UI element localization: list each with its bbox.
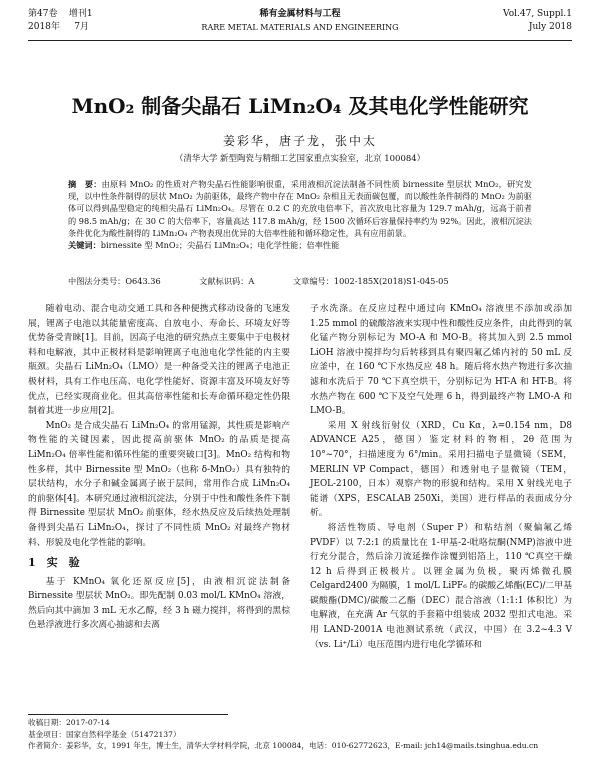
affiliation: （清华大学 新型陶瓷与精细工艺国家重点实验室，北京 100084） [174,154,426,164]
issue: 增刊1 [68,9,93,19]
article-meta [68,275,532,287]
paper-title: MnO₂ 制备尖晶石 LiMn₂O₄ 及其电化学性能研究 [71,94,529,118]
footnote-rule [28,714,228,715]
journal-name-cn: 稀有金属材料与工程 [259,9,341,19]
header-rule [28,40,572,41]
abstract-text: 由原料 MnO₂ 的性质对产物尖晶石性能影响很重，采用液相沉淀法制备不同性质 birnessite 型层状 MnO₂，研究发现，以中性条件制得的层状 MnO₂ 为前驱体，最终产物中存在 MnO₂ 杂相且无表面碳包覆，而以酸性条件制得的 MnO₂ 为前驱体可以得到晶型稳定的纯相尖晶石 LiMn₂O₄。尽管在 0.2 C 的充放电倍率下，首次放电比容量为 129.7 mAh/g，远高于前者的 98.5 mAh/g；在 30 C 的大倍率下，容量高达 117.8 mAh/g，经 1500 次循环后容量保持率约为 92%。因此，液相沉淀法条件优化为酸性制得的 LiMn₂O₄ 产物表现出优异的大倍率性能和循环稳定性，具有应用前景。 [68,179,532,238]
footnote [28,717,572,752]
clc-number: 中图法分类号：O643.36 [68,276,161,286]
electrode-paragraph: 将活性物质、导电剂（Super P）和粘结剂（聚偏氟乙烯 PVDF）以 7:2:1 的质量比在 1-甲基-2-吡咯烷酮(NMP)溶液中进行充分混合，然后涂刀流延操作涂覆到铝箔上，110 ℃真空干燥 12 h 后得到正极极片。以锂金属为负极，聚丙烯微孔膜 Celgard2400 为隔膜，1 mol/L LiPF₆ 的碳酸乙烯酯(EC)/二甲基碳酸酯(DMC)/碳酸二乙酯（DEC）混合溶液（1:1:1 体积比）为电解液，在充满 Ar 气氛的手套箱中组装成 2032 型扣式电池。采用 LAND-2001A 电池测试系统（武汉，中国）在 3.2~4.3 V（vs. Li⁺/Li）电压范围内进行电化学循环和 [310,522,572,650]
intro-paragraph-2: MnO₂ 是合成尖晶石 LiMn₂O₄ 的常用锰源，其性质是影响产物性能的关键因素，因此提高前驱体 MnO₂ 的品质是提高 LiMn₂O₄ 倍率性能和循环性能的重要突破口[3]。MnO₂ 结构和物性多样，其中 Birnessite 型 MnO₂（也称 δ-MnO₂）具有独特的层状结构，水分子和碱金属离子嵌于层间，常用作合成 LiMn₂O₄ 的前驱体[4]。本研究通过液相沉淀法，分别于中性和酸性条件下制得 Birnessite 型层状 MnO₂ 前驱体，经水热反应及后续热处理制备得到尖晶石 LiMn₂O₄，探讨了不同性质 MnO₂ 对最终产物材料、形貌及电化学性能的影响。 [28,420,290,548]
header-center [28,8,572,34]
month: 7月 [74,22,89,32]
volume-en: Vol.47, Suppl.1 [503,9,572,19]
keywords-text: birnessite 型 MnO₂；尖晶石 LiMn₂O₄；电化学性能；倍率性能 [100,240,340,251]
abstract-label: 摘 要： [68,179,102,189]
experiment-paragraph-cont: 子水洗涤。在反应过程中通过向 KMnO₄ 溶液里不添加或添加 1.25 mmol 的硫酸溶液来实现中性和酸性反应条件，由此得到的氧化锰产物分别标记为 MO-A 和 MO-B。将其加入到 2.5 mmol LiOH 溶液中搅拌均匀后转移到具有聚四氟乙烯内衬的 50 mL 反应釜中，在 160 ℃下水热反应 48 h。随后将水热产物进行多次抽滤和水洗后于 70 ℃下真空烘干，分别标记为 HT-A 和 HT-B。将水热产物在 600 ℃下及空气处理 6 h，得到最终产物 LMO-A 和 LMO-B。 [310,304,572,417]
keywords-label: 关键词： [68,240,101,251]
running-header [28,8,572,38]
right-column [310,302,572,652]
characterization-paragraph: 采用 X 射线衍射仪（XRD，Cu Kα，λ=0.154 nm，D8 ADVANCE A25，德国）鉴定材料的物相，2θ 范围为 10°~70°，扫描速度为 6°/min。采用扫描电子显微镜（SEM，MERLIN VP Compact，德国）和透射电子显微镜（TEM，JEOL-2100，日本）观察产物的形貌和结构。采用 X 射线光电子能谱（XPS，ESCALAB 250Xi，美国）进行样品的表面成分分析。 [310,420,572,519]
journal-name-en: RARE METAL MATERIALS AND ENGINEERING [201,23,399,32]
fund-info: 基金项目：国家自然科学基金（51472137） [28,729,181,739]
year: 2018年 [28,22,60,32]
section-heading-experiment: 1 实 验 [28,556,80,570]
experiment-paragraph-1: 基于 KMnO₄ 氧化还原反应[5]，由液相沉淀法制备 Birnessite 型层状 MnO₂。即先配制 0.03 mol/L KMnO₄ 溶液，然后向其中滴加 3 mL 无水乙醇，经 3 h 磁力搅拌，将得到的黑棕色悬浮液进行多次离心抽滤和去离 [28,576,290,631]
author-bio: 作者简介：姜彩华，女，1991 年生，博士生，清华大学材料学院，北京 100084，电话：010-62772623，E-mail: jch14@mails.tsinghua.edu.cn [28,741,539,750]
article-id: 文章编号：1002-185X(2018)S1-045-05 [292,276,449,286]
abstract [68,178,532,251]
header-right [503,8,572,34]
intro-paragraph-1: 随着电动、混合电动交通工具和各种便携式移动设备的飞速发展，锂离子电池以其能量密度高、自放电小、寿命长、环境友好等优势备受青睐[1]。目前，因高子电池的研究热点主要集中于电极材料和电解液，其中正极材料是影响锂离子电池电化学性能的内主要瓶颈。尖晶石 LiMn₂O₄（LMO）是一种备受关注的锂离子电池正极材料，具有工作电压高、电化学性能好、资源丰富及环境友好等优点，已经实现商业化。但其高倍率性能和长寿命循环稳定性仍限制着其进一步应用[2]。 [28,304,290,417]
volume: 第47卷 [28,9,58,19]
received-date: 收稿日期：2017-07-14 [28,718,110,727]
document-code: 文献标识码：A [199,276,255,286]
left-column [28,302,290,633]
date-en: July 2018 [528,22,572,32]
authors: 姜彩华，唐子龙，张中太 [222,134,377,148]
